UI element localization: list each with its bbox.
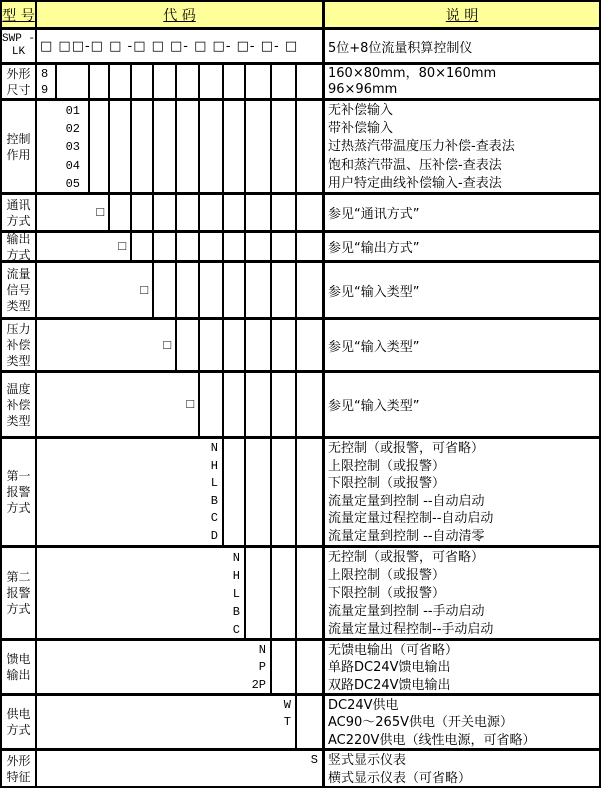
code-grid-cell <box>295 548 322 638</box>
code-value: N <box>232 551 240 565</box>
code-grid-cell <box>270 195 295 230</box>
section-label: 流量 信号 类型 <box>2 263 37 317</box>
code-grid-cell <box>222 101 244 192</box>
section-label: 外形 特征 <box>2 751 37 786</box>
code-grid-cell <box>295 320 322 370</box>
desc-line: 单路DC24V馈电输出 <box>328 660 451 676</box>
code-value: 03 <box>65 140 80 155</box>
code-box: □ <box>163 337 171 353</box>
code-value: H <box>210 458 218 473</box>
code-grid-cell <box>198 373 222 436</box>
code-value: T <box>283 715 291 730</box>
code-value: W <box>283 698 291 712</box>
code-value: 8 <box>41 67 49 81</box>
code-grid-cell <box>270 263 295 317</box>
code-grid-cell <box>198 101 222 192</box>
code-grid-cell <box>244 101 270 192</box>
code-grid-cell <box>270 233 295 260</box>
section-alarm2-mode <box>2 545 599 638</box>
desc-line: 流量定量到控制 --自动清零 <box>328 528 485 544</box>
code-grid-cell <box>270 548 295 638</box>
desc-line: 用户特定曲线补偿输入-查表法 <box>328 175 502 191</box>
desc-line: 双路DC24V馈电输出 <box>328 677 451 693</box>
header-code-col: 代 码 <box>163 7 196 24</box>
code-grid-cell <box>244 548 270 638</box>
section-feed-output <box>2 638 599 693</box>
code-grid-cell <box>270 101 295 192</box>
code-grid-cell <box>295 233 322 260</box>
desc-line: AC90～265V供电（开关电源） <box>328 715 513 731</box>
desc-line: 无控制（或报警，可省略） <box>328 441 485 456</box>
section-dimensions <box>2 62 599 98</box>
desc-line: 上限控制（或报警） <box>328 568 446 583</box>
code-grid-cell <box>152 233 175 260</box>
section-label: 第一 报警 方式 <box>2 439 37 545</box>
desc-line: AC220V供电（线性电源，可省略） <box>328 732 536 748</box>
code-grid-cell <box>198 195 222 230</box>
code-value: 05 <box>65 176 80 191</box>
header-model-col: 型 号 <box>2 2 37 27</box>
code-grid-cell <box>222 320 244 370</box>
section-alarm1-mode <box>2 436 599 545</box>
code-grid-cell <box>108 65 130 98</box>
section-pressure-comp-type <box>2 317 599 370</box>
code-grid-cell <box>295 101 322 192</box>
desc-line: 流量定量到控制 --自动启动 <box>328 493 485 509</box>
code-grid-cell <box>244 65 270 98</box>
code-grid-cell <box>198 233 222 260</box>
code-grid-cell <box>88 65 108 98</box>
desc-line: 参见“输入类型” <box>328 284 420 300</box>
code-grid-cell <box>130 195 152 230</box>
model-name <box>2 30 37 62</box>
code-grid-cell <box>130 65 152 98</box>
code-grid-cell <box>175 233 198 260</box>
code-grid-cell <box>130 101 152 192</box>
code-grid-cell <box>152 263 175 317</box>
code-grid-cell <box>222 439 244 545</box>
section-label: 控制 作用 <box>2 101 37 192</box>
desc-line: DC24V供电 <box>328 698 399 713</box>
code-grid-cell <box>152 101 175 192</box>
desc-line: 参见“通讯方式” <box>328 207 420 222</box>
code-value: 2P <box>251 677 266 692</box>
code-grid-cell <box>152 195 175 230</box>
table-header <box>2 2 599 27</box>
section-output-mode <box>2 230 599 260</box>
code-grid-cell <box>55 65 88 98</box>
code-value: H <box>232 569 240 583</box>
section-label: 压力 补偿 类型 <box>2 320 37 370</box>
desc-line: 饱和蒸汽带温、压补偿-查表法 <box>328 157 502 173</box>
section-power-supply <box>2 693 599 748</box>
code-grid-cell <box>175 65 198 98</box>
section-communication <box>2 192 599 230</box>
code-grid-cell <box>244 233 270 260</box>
code-grid-cell <box>222 263 244 317</box>
desc-line: 160×80mm，80×160mm <box>328 66 497 81</box>
code-value: S <box>310 753 318 767</box>
section-label: 温度 补偿 类型 <box>2 373 37 436</box>
code-grid-cell <box>222 373 244 436</box>
code-grid-cell <box>108 195 130 230</box>
section-shape-feature <box>2 748 599 786</box>
code-grid-cell <box>270 439 295 545</box>
desc-line: 流量定量到控制 --手动启动 <box>328 604 485 619</box>
code-grid-cell <box>295 439 322 545</box>
code-grid-cell <box>175 320 198 370</box>
code-grid-cell <box>270 641 295 693</box>
code-grid-cell <box>295 373 322 436</box>
code-grid-cell <box>108 101 130 192</box>
code-grid-cell <box>222 195 244 230</box>
desc-line: 流量定量过程控制--手动启动 <box>328 622 494 637</box>
code-grid-cell <box>198 65 222 98</box>
code-box: □ <box>186 397 194 412</box>
code-grid-cell <box>175 195 198 230</box>
model-pattern-row <box>2 27 599 62</box>
code-grid-cell <box>295 696 322 748</box>
code-grid-cell <box>175 263 198 317</box>
desc-line: 横式显示仪表（可省略） <box>328 770 472 786</box>
code-grid-cell <box>152 65 175 98</box>
desc-line: 无馈电输出（可省略） <box>328 643 459 658</box>
code-value: 02 <box>65 122 80 137</box>
section-label: 通讯 方式 <box>2 195 37 230</box>
code-grid-cell <box>295 195 322 230</box>
section-label: 外形 尺寸 <box>2 65 37 98</box>
code-grid-cell <box>295 263 322 317</box>
desc-line: 参见“输入类型” <box>328 339 420 355</box>
code-grid-cell <box>244 320 270 370</box>
code-value: C <box>210 511 218 526</box>
desc-line: 带补偿输入 <box>328 121 394 137</box>
code-grid-cell <box>244 439 270 545</box>
desc-line: 竖式显示仪表 <box>328 753 407 768</box>
section-label: 供电 方式 <box>2 696 37 748</box>
code-box: □ <box>140 282 148 298</box>
model-description: 5位+8位流量积算控制仪 <box>328 40 473 56</box>
section-label: 输出 方式 <box>2 233 37 260</box>
code-box: □ <box>118 239 126 254</box>
code-value: L <box>232 587 240 601</box>
code-grid-cell <box>270 320 295 370</box>
code-grid-cell <box>295 65 322 98</box>
section-control-function <box>2 98 599 192</box>
desc-line: 流量定量过程控制--自动启动 <box>328 511 494 527</box>
code-value: 9 <box>41 83 49 97</box>
code-grid-cell <box>88 101 108 192</box>
desc-line: 参见“输出方式” <box>328 241 420 256</box>
code-value: N <box>210 441 218 455</box>
code-value: 01 <box>65 104 80 118</box>
code-value: P <box>258 660 266 675</box>
code-grid-cell <box>175 101 198 192</box>
code-grid-cell <box>244 373 270 436</box>
desc-line: 参见“输入类型” <box>328 399 420 414</box>
code-value: B <box>232 605 240 619</box>
code-grid-cell <box>130 233 152 260</box>
code-grid-cell <box>270 373 295 436</box>
section-flow-signal-type <box>2 260 599 317</box>
code-grid-cell <box>222 65 244 98</box>
desc-line: 下限控制（或报警） <box>328 586 446 601</box>
section-label: 馈电 输出 <box>2 641 37 693</box>
code-grid-cell <box>222 233 244 260</box>
code-value: C <box>232 623 240 637</box>
code-box-pattern: □ □□-□ □ -□ □ □- □ □- □- □- □ <box>40 38 299 54</box>
section-label: 第二 报警 方式 <box>2 548 37 638</box>
code-grid-cell <box>295 641 322 693</box>
code-value: D <box>210 528 218 543</box>
code-grid-cell <box>244 195 270 230</box>
code-box: □ <box>96 205 104 220</box>
section-temperature-comp-type <box>2 370 599 436</box>
model-name-line1: SWP - <box>2 33 36 45</box>
code-value: B <box>210 493 218 508</box>
header-desc-col: 说 明 <box>322 2 599 27</box>
desc-line: 96×96mm <box>328 82 398 97</box>
code-grid-cell <box>244 263 270 317</box>
code-value: N <box>258 643 266 657</box>
code-grid-cell <box>198 320 222 370</box>
desc-line: 无控制（或报警，可省略） <box>328 550 485 565</box>
desc-line: 过热蒸汽带温度压力补偿-查表法 <box>328 139 515 155</box>
code-grid-cell <box>270 65 295 98</box>
code-value: L <box>210 476 218 491</box>
desc-line: 无补偿输入 <box>328 103 394 118</box>
model-name-line2: LK <box>11 46 26 58</box>
code-grid-cell <box>198 263 222 317</box>
desc-line: 上限控制（或报警） <box>328 458 446 474</box>
desc-line: 下限控制（或报警） <box>328 476 446 492</box>
code-value: 04 <box>65 158 80 173</box>
